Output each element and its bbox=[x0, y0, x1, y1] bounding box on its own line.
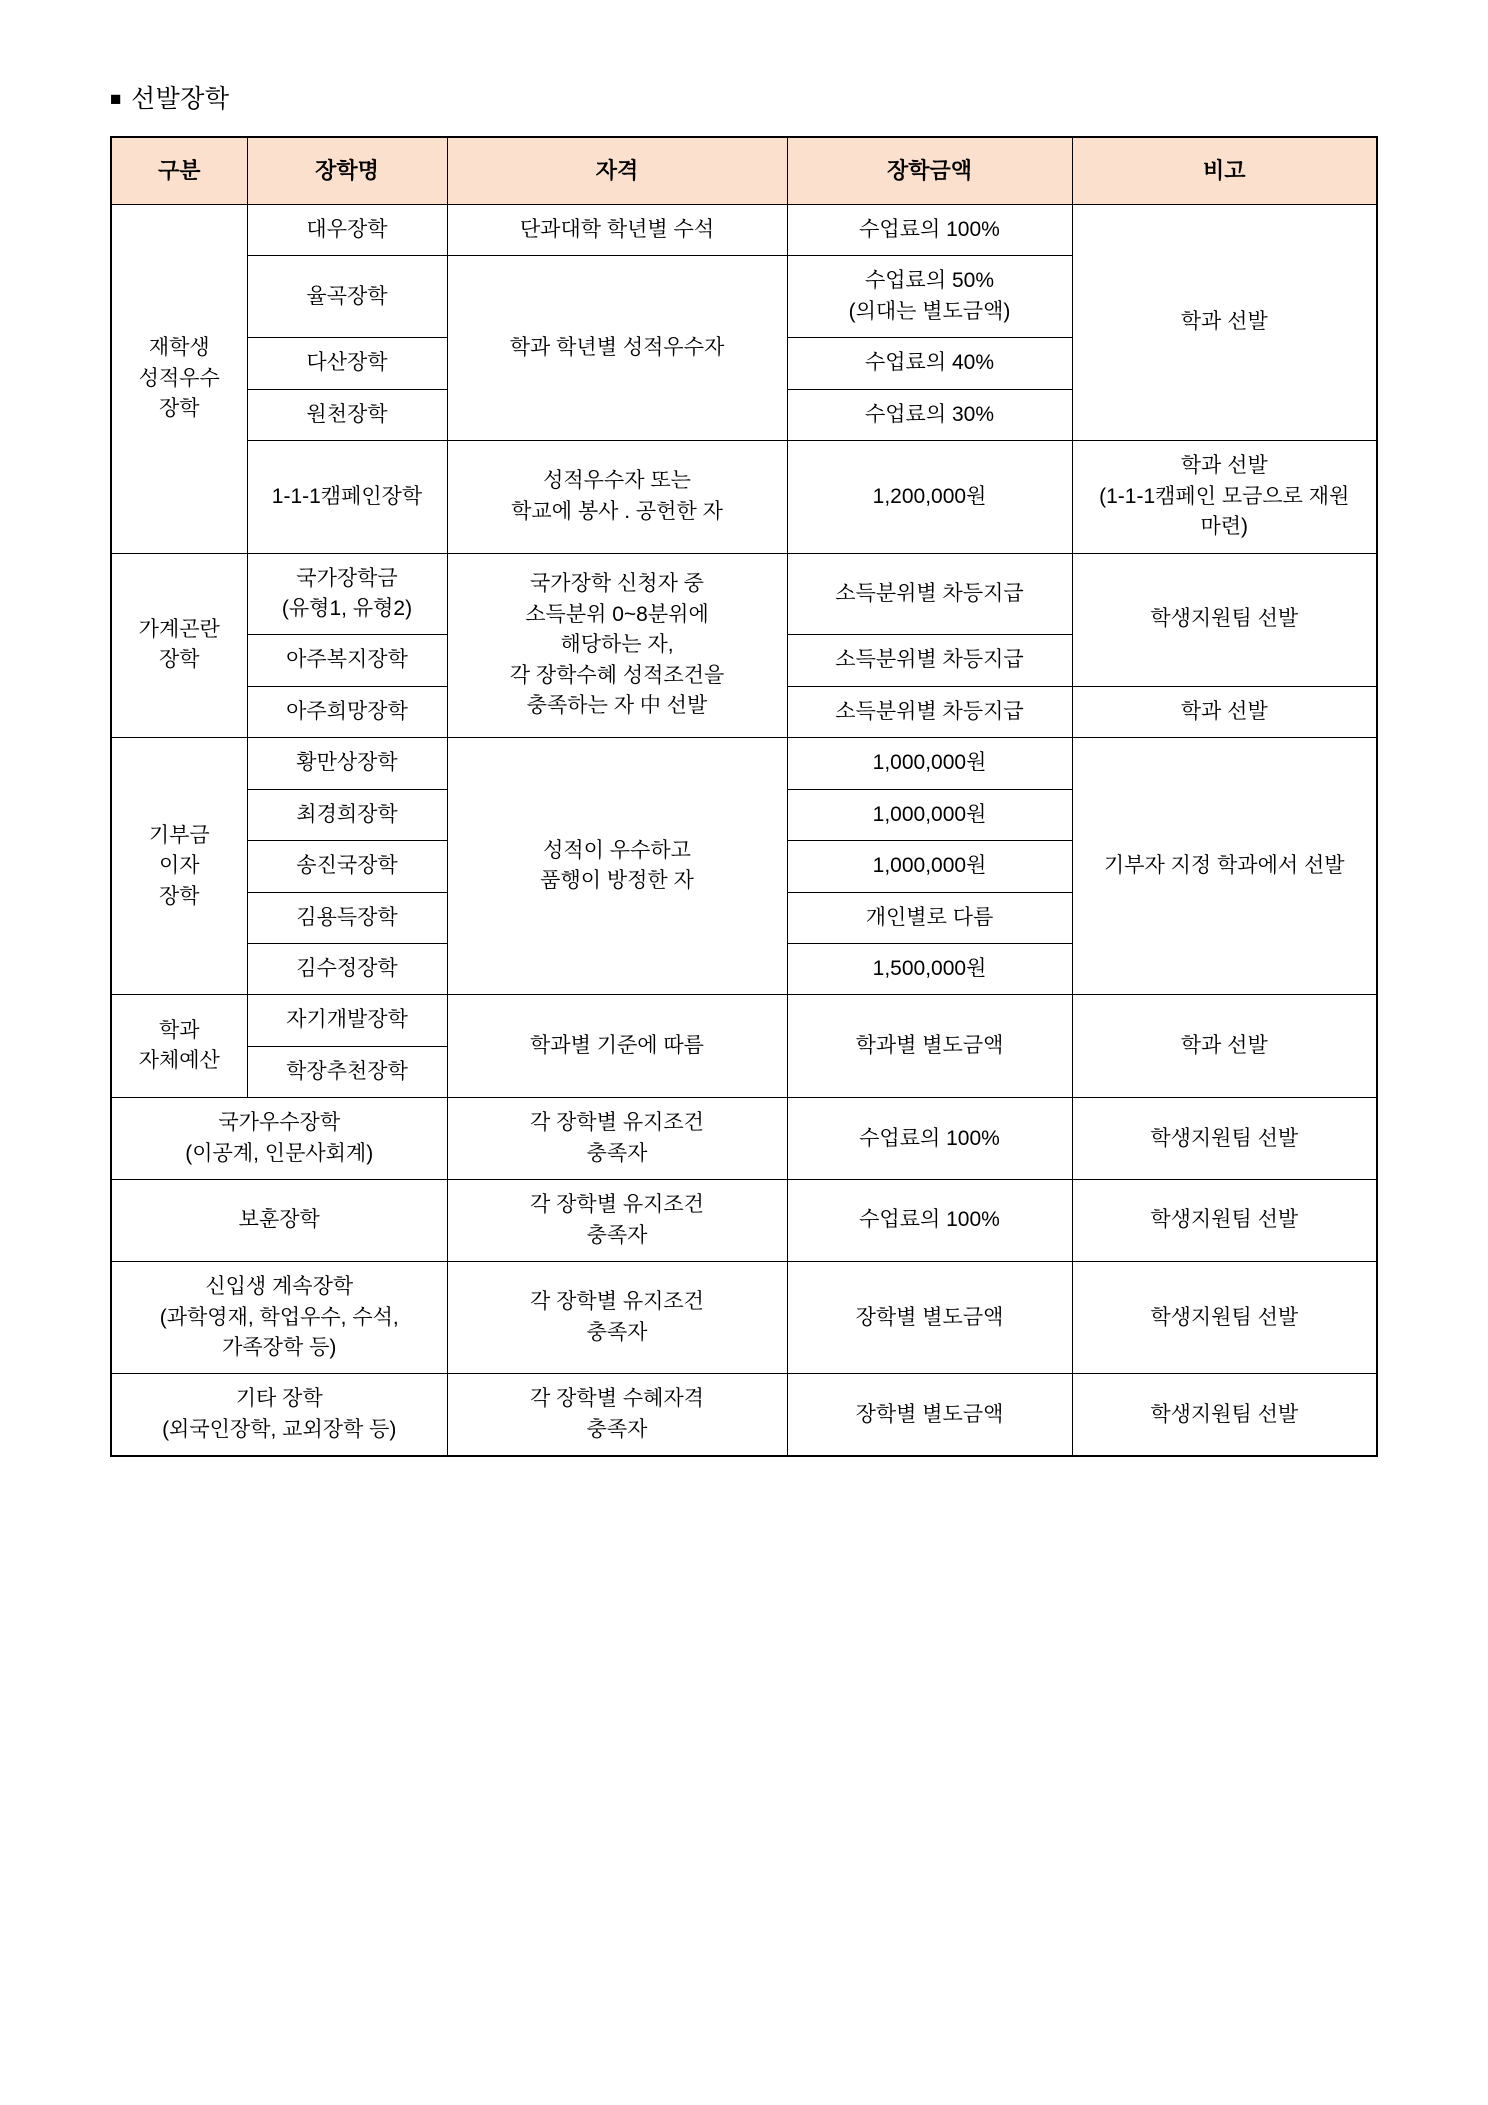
cell-amount: 1,200,000원 bbox=[787, 441, 1072, 553]
cell-name: 송진국장학 bbox=[247, 841, 447, 892]
cell-note: 학생지원팀 선발 bbox=[1072, 1374, 1377, 1456]
cell-qualification: 성적우수자 또는 학교에 봉사 . 공헌한 자 bbox=[447, 441, 787, 553]
scholarship-table bbox=[110, 136, 1378, 1457]
cell-name: 대우장학 bbox=[247, 205, 447, 256]
table-row bbox=[111, 205, 1377, 256]
cell-note: 학생지원팀 선발 bbox=[1072, 553, 1377, 686]
section-title-text: 선발장학 bbox=[130, 85, 230, 113]
header-cell-amount: 장학금액 bbox=[787, 137, 1072, 205]
cell-name: 보훈장학 bbox=[111, 1180, 447, 1262]
cell-amount: 수업료의 100% bbox=[787, 1180, 1072, 1262]
cell-name: 학장추천장학 bbox=[247, 1046, 447, 1097]
cell-amount: 1,500,000원 bbox=[787, 944, 1072, 995]
cell-name: 아주희망장학 bbox=[247, 686, 447, 737]
cell-qualification: 성적이 우수하고 품행이 방정한 자 bbox=[447, 738, 787, 995]
cell-amount: 수업료의 50% (의대는 별도금액) bbox=[787, 256, 1072, 338]
cell-amount: 수업료의 30% bbox=[787, 389, 1072, 440]
cell-name: 신입생 계속장학 (과학영재, 학업우수, 수석, 가족장학 등) bbox=[111, 1262, 447, 1374]
cell-name: 기타 장학 (외국인장학, 교외장학 등) bbox=[111, 1374, 447, 1456]
cell-category: 가계곤란 장학 bbox=[111, 553, 247, 738]
header-cell-qualification: 자격 bbox=[447, 137, 787, 205]
cell-name: 황만상장학 bbox=[247, 738, 447, 789]
table-row bbox=[111, 995, 1377, 1046]
cell-qualification: 각 장학별 유지조건 충족자 bbox=[447, 1180, 787, 1262]
cell-name: 최경희장학 bbox=[247, 789, 447, 840]
cell-amount: 1,000,000원 bbox=[787, 841, 1072, 892]
table-row bbox=[111, 1180, 1377, 1262]
cell-name: 율곡장학 bbox=[247, 256, 447, 338]
cell-category: 학과 자체예산 bbox=[111, 995, 247, 1098]
cell-note: 학생지원팀 선발 bbox=[1072, 1098, 1377, 1180]
cell-name: 국가장학금 (유형1, 유형2) bbox=[247, 553, 447, 635]
cell-category: 기부금 이자 장학 bbox=[111, 738, 247, 995]
table-row bbox=[111, 1098, 1377, 1180]
cell-note: 학과 선발 bbox=[1072, 995, 1377, 1098]
cell-amount: 수업료의 100% bbox=[787, 1098, 1072, 1180]
cell-amount: 1,000,000원 bbox=[787, 789, 1072, 840]
cell-amount: 개인별로 다름 bbox=[787, 892, 1072, 943]
cell-name: 김수정장학 bbox=[247, 944, 447, 995]
cell-qualification: 학과 학년별 성적우수자 bbox=[447, 256, 787, 441]
table-header-row bbox=[111, 137, 1377, 205]
table-row bbox=[111, 553, 1377, 635]
table-row bbox=[111, 1262, 1377, 1374]
cell-amount: 수업료의 100% bbox=[787, 205, 1072, 256]
cell-note: 기부자 지정 학과에서 선발 bbox=[1072, 738, 1377, 995]
cell-note: 학과 선발 bbox=[1072, 686, 1377, 737]
page-title bbox=[110, 84, 1378, 114]
cell-name: 김용득장학 bbox=[247, 892, 447, 943]
cell-amount: 학과별 별도금액 bbox=[787, 995, 1072, 1098]
table-row bbox=[111, 441, 1377, 553]
cell-note: 학생지원팀 선발 bbox=[1072, 1180, 1377, 1262]
table-row bbox=[111, 1374, 1377, 1456]
table-row bbox=[111, 738, 1377, 789]
cell-note: 학과 선발 (1-1-1캠페인 모금으로 재원 마련) bbox=[1072, 441, 1377, 553]
bullet-icon: ■ bbox=[110, 89, 122, 110]
cell-name: 다산장학 bbox=[247, 338, 447, 389]
cell-category: 재학생 성적우수 장학 bbox=[111, 205, 247, 554]
cell-amount: 장학별 별도금액 bbox=[787, 1262, 1072, 1374]
cell-qualification: 학과별 기준에 따름 bbox=[447, 995, 787, 1098]
cell-amount: 소득분위별 차등지급 bbox=[787, 553, 1072, 635]
cell-qualification: 각 장학별 수혜자격 충족자 bbox=[447, 1374, 787, 1456]
cell-amount: 1,000,000원 bbox=[787, 738, 1072, 789]
cell-name: 국가우수장학 (이공계, 인문사회계) bbox=[111, 1098, 447, 1180]
cell-name: 1-1-1캠페인장학 bbox=[247, 441, 447, 553]
header-cell-note: 비고 bbox=[1072, 137, 1377, 205]
cell-qualification: 각 장학별 유지조건 충족자 bbox=[447, 1098, 787, 1180]
cell-amount: 장학별 별도금액 bbox=[787, 1374, 1072, 1456]
cell-name: 자기개발장학 bbox=[247, 995, 447, 1046]
cell-note: 학생지원팀 선발 bbox=[1072, 1262, 1377, 1374]
header-cell-category: 구분 bbox=[111, 137, 247, 205]
cell-name: 아주복지장학 bbox=[247, 635, 447, 686]
cell-amount: 수업료의 40% bbox=[787, 338, 1072, 389]
header-cell-name: 장학명 bbox=[247, 137, 447, 205]
cell-note: 학과 선발 bbox=[1072, 205, 1377, 441]
cell-amount: 소득분위별 차등지급 bbox=[787, 635, 1072, 686]
cell-qualification: 국가장학 신청자 중 소득분위 0~8분위에 해당하는 자, 각 장학수혜 성적조건을 충족하는 자 中 선발 bbox=[447, 553, 787, 738]
cell-amount: 소득분위별 차등지급 bbox=[787, 686, 1072, 737]
cell-qualification: 단과대학 학년별 수석 bbox=[447, 205, 787, 256]
cell-qualification: 각 장학별 유지조건 충족자 bbox=[447, 1262, 787, 1374]
cell-name: 원천장학 bbox=[247, 389, 447, 440]
